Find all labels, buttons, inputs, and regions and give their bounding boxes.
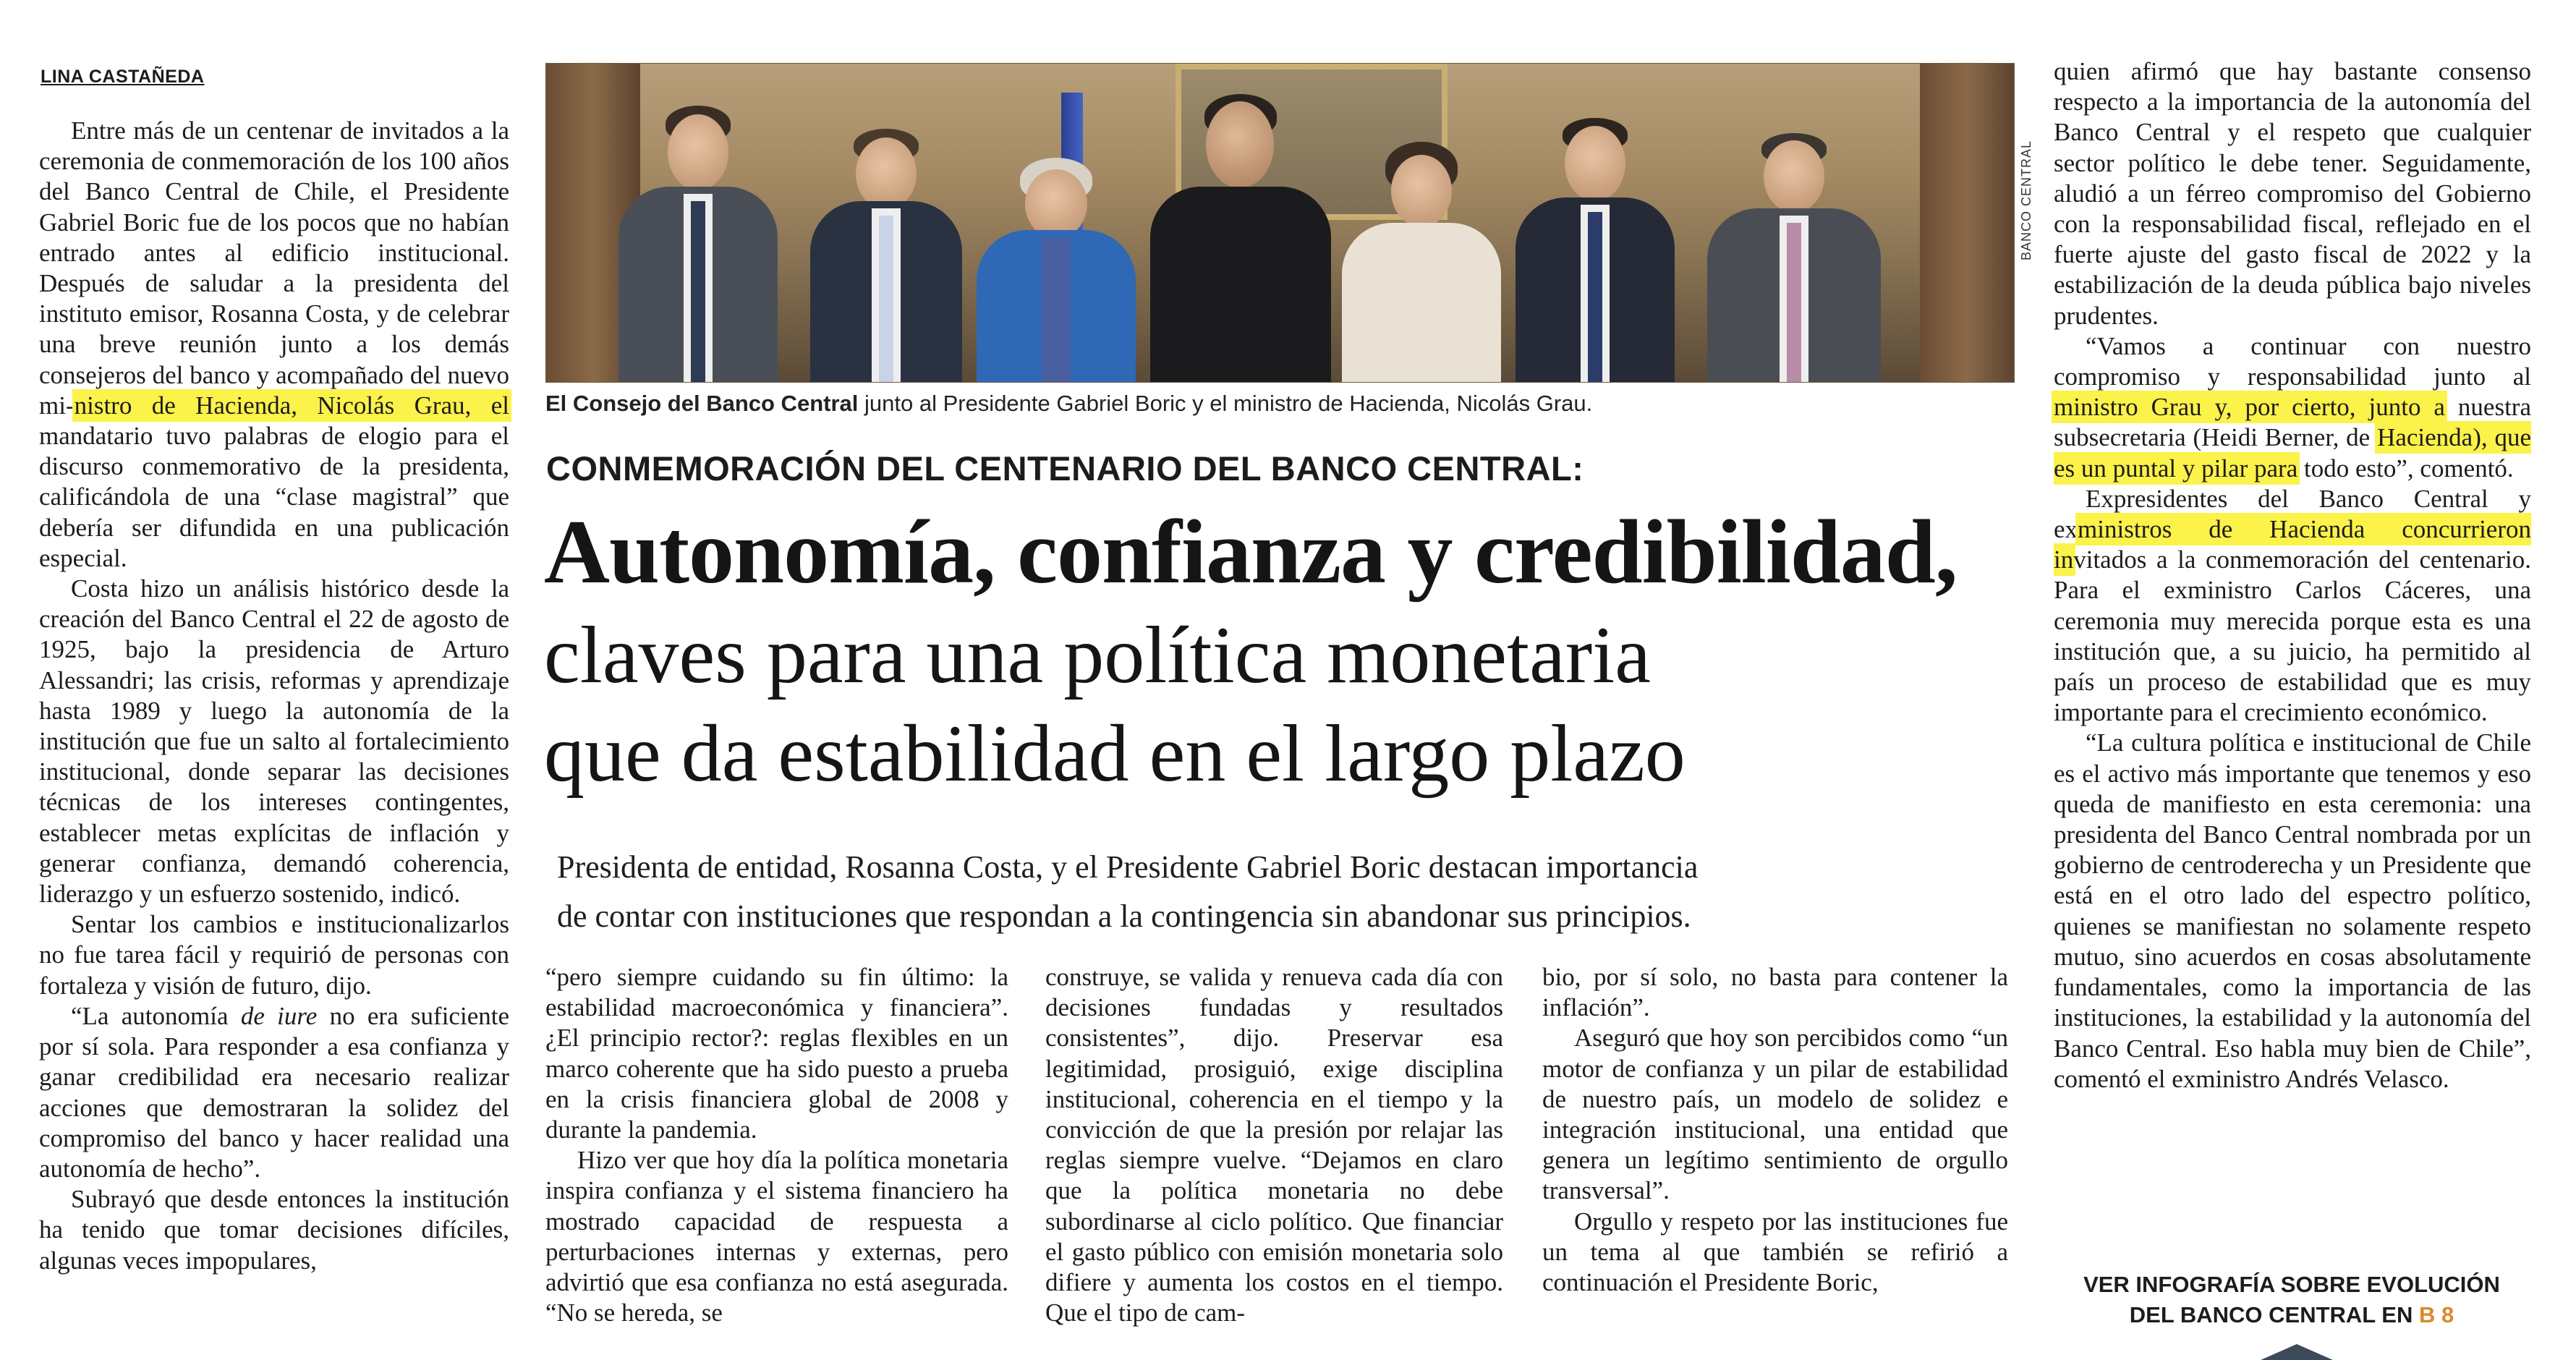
paragraph: Hizo ver que hoy día la política monetaria inspira confianza y el sistema financiero ha mostrado capacidad de respuesta a perturbaciones internas y externas, pero advirtió que esa confianza no está asegurada. “No se hereda, se xyxy=(545,1146,1008,1327)
byline: LINA CASTAÑEDA xyxy=(41,67,205,87)
deck-line: de contar con instituciones que respondan a la contingencia sin abandonar sus principios. xyxy=(557,898,1691,934)
article-column-4 xyxy=(1542,962,2008,1298)
page-reference[interactable]: B 8 xyxy=(2418,1302,2454,1327)
paragraph: Entre más de un centenar de invitados a la ceremonia de conmemoración de los 100 años del Banco Central de Chile, el Presidente Gabriel Boric fue de los pocos que no habían entrado antes al edificio institucional. Después de saludar a la presidenta del instituto emisor, Rosanna Costa, y de celebrar una breve reunión junto a los demás consejeros del banco y acompañado del nuevo mi-nistro de Hacienda, Nicolás Grau, el mandatario tuvo palabras de elogio para el discurso conmemorativo de la presidenta, calificándola de una “clase magistral” que debería ser difundida en una publicación especial. xyxy=(39,116,509,572)
paragraph: Costa hizo un análisis histórico desde la creación del Banco Central el 22 de agosto de 1925, bajo la presidencia de Arturo Alessandri; las crisis, reformas y aprendizaje hasta 1989 y luego la autonomía de la institución que fue un salto al fortalecimiento institucional, donde separar las decisiones técnicas de los intereses contingentes, establecer metas explícitas de inflación y generar confianza, demandó coherencia, liderazgo y un esfuerzo sostenido, indicó. xyxy=(39,574,509,909)
infographic-reference[interactable] xyxy=(2060,1270,2523,1330)
curtain xyxy=(1920,64,2014,382)
headline-line: Autonomía, confianza y credibilidad, xyxy=(544,502,1957,603)
paragraph: Subrayó que desde entonces la institución ha tenido que tomar decisiones difíciles, algunas veces impopulares, xyxy=(39,1185,509,1275)
paragraph: Sentar los cambios e institucionalizarlos no fue tarea fácil y requirió de personas con fortaleza y visión de futuro, dijo. xyxy=(39,910,509,1000)
headline-line: claves para una política monetaria xyxy=(544,611,1651,700)
article-column-3 xyxy=(1045,962,1503,1328)
person xyxy=(1335,129,1508,382)
photo-credit: BANCO CENTRAL xyxy=(2019,140,2033,260)
person xyxy=(1508,93,1682,382)
paragraph: Aseguró que hoy son percibidos como “un motor de confianza y un pilar de estabilidad de nuestro país, un modelo de solidez e integración institucional, una entidad que genera un legítimo sentimiento de orgullo transversal”. xyxy=(1542,1024,2008,1205)
paragraph: “La cultura política e institucional de Chile es el activo más importante que tenemos y eso queda de manifiesto en esta ceremonia: una presidenta del Banco Central nombrada por un gobierno de centroderecha y un Presidente que está en el otro lado del espectro político, quienes se manifiestan no solamente respeto mutuo, sino acuerdos en cosas absolutamente fundamentales, como la importancia de las instituciones, la estabilidad y la autonomía del Banco Central. Eso habla muy bien de Chile”, comentó el exministro Andrés Velasco. xyxy=(2054,728,2531,1093)
highlighted-text: ministro Grau y, por cierto, junto a xyxy=(2054,393,2445,422)
arrow-up-icon xyxy=(2261,1344,2333,1360)
person xyxy=(973,143,1139,382)
kicker: CONMEMORACIÓN DEL CENTENARIO DEL BANCO CENTRAL: xyxy=(546,449,1584,488)
person xyxy=(1704,107,1884,382)
infobox-line: VER INFOGRAFÍA SOBRE EVOLUCIÓN xyxy=(2083,1272,2500,1297)
deck-line: Presidenta de entidad, Rosanna Costa, y el Presidente Gabriel Boric destacan importancia xyxy=(557,849,1699,885)
paragraph: quien afirmó que hay bastante consenso respecto a la importancia de la autonomía del Banco Central y el respeto que cualquier sector político le debe tener. Seguidamente, aludió a un férreo compromiso del Gobierno con la responsabilidad fiscal, reflejado en el fuerte ajuste del gasto fiscal de 2022 y la estabilización de la deuda pública bajo niveles prudentes. xyxy=(2054,57,2531,330)
article-column-1 xyxy=(39,116,509,1276)
paragraph: construye, se valida y renueva cada día con decisiones fundadas y resultados consistentes”, dijo. Preservar esa legitimidad, prosiguió, exige disciplina institucional, coherencia en el tiempo y la convicción de que la presión por relajar las reglas siempre vuelve. “Dejamos en claro que la política monetaria no debe subordinarse al ciclo político. Que financiar el gasto público con emisión monetaria solo difiere y aumenta los costos en el tiempo. Que el tipo de cam- xyxy=(1045,963,1503,1327)
headline xyxy=(544,499,2049,803)
infobox-line: DEL BANCO CENTRAL EN B 8 xyxy=(2129,1302,2454,1327)
article-column-5 xyxy=(2054,56,2531,1095)
highlighted-text: ministros de Hacienda concurrieron in xyxy=(2054,515,2531,574)
photo-caption: El Consejo del Banco Central junto al Presidente Gabriel Boric y el ministro de Hacienda, Nicolás Grau. xyxy=(545,391,1593,416)
paragraph: Expresidentes del Banco Central y exministros de Hacienda concurrieron invitados a la conmemoración del centenario. Para el exministro Carlos Cáceres, una ceremonia muy merecida porque esta es una institución que, a su juicio, ha permitido al país un proceso de estabilidad que es muy importante para el crecimiento económico. xyxy=(2054,484,2531,727)
paragraph: Orgullo y respeto por las instituciones fue un tema al que también se refirió a continuación el Presidente Boric, xyxy=(1542,1207,2008,1297)
paragraph: “La autonomía de iure no era suficiente por sí sola. Para responder a esa confianza y ganar credibilidad era necesario realizar acciones que demostraran la solidez del compromiso del banco y hacer realidad una autonomía de hecho”. xyxy=(39,1001,509,1183)
person xyxy=(803,100,969,382)
paragraph: “pero siempre cuidando su fin último: la estabilidad macroeconómica y financiera”. ¿El principio rector?: reglas flexibles en un marco coherente que ha sido puesto a prueba en la crisis financiera global de 2008 y durante la pandemia. xyxy=(545,963,1008,1144)
article-column-2 xyxy=(545,962,1008,1328)
person xyxy=(611,85,785,382)
person xyxy=(1147,78,1335,382)
highlighted-text: Hacienda), que es un puntal y pilar para xyxy=(2054,423,2531,483)
headline-line: que da estabilidad en el largo plazo xyxy=(544,709,1686,799)
paragraph: “Vamos a continuar con nuestro compromiso y responsabilidad junto al ministro Grau y, por cierto, junto a nuestra subsecretaria (Heidi Berner, de Hacienda), que es un puntal y pilar para todo esto”, comentó. xyxy=(2054,331,2531,483)
deck xyxy=(557,843,2011,941)
highlighted-text: nistro de Hacienda, Nicolás Grau, el xyxy=(74,391,509,420)
article-photo xyxy=(545,63,2015,383)
paragraph: bio, por sí solo, no basta para contener la inflación”. xyxy=(1542,963,2008,1022)
